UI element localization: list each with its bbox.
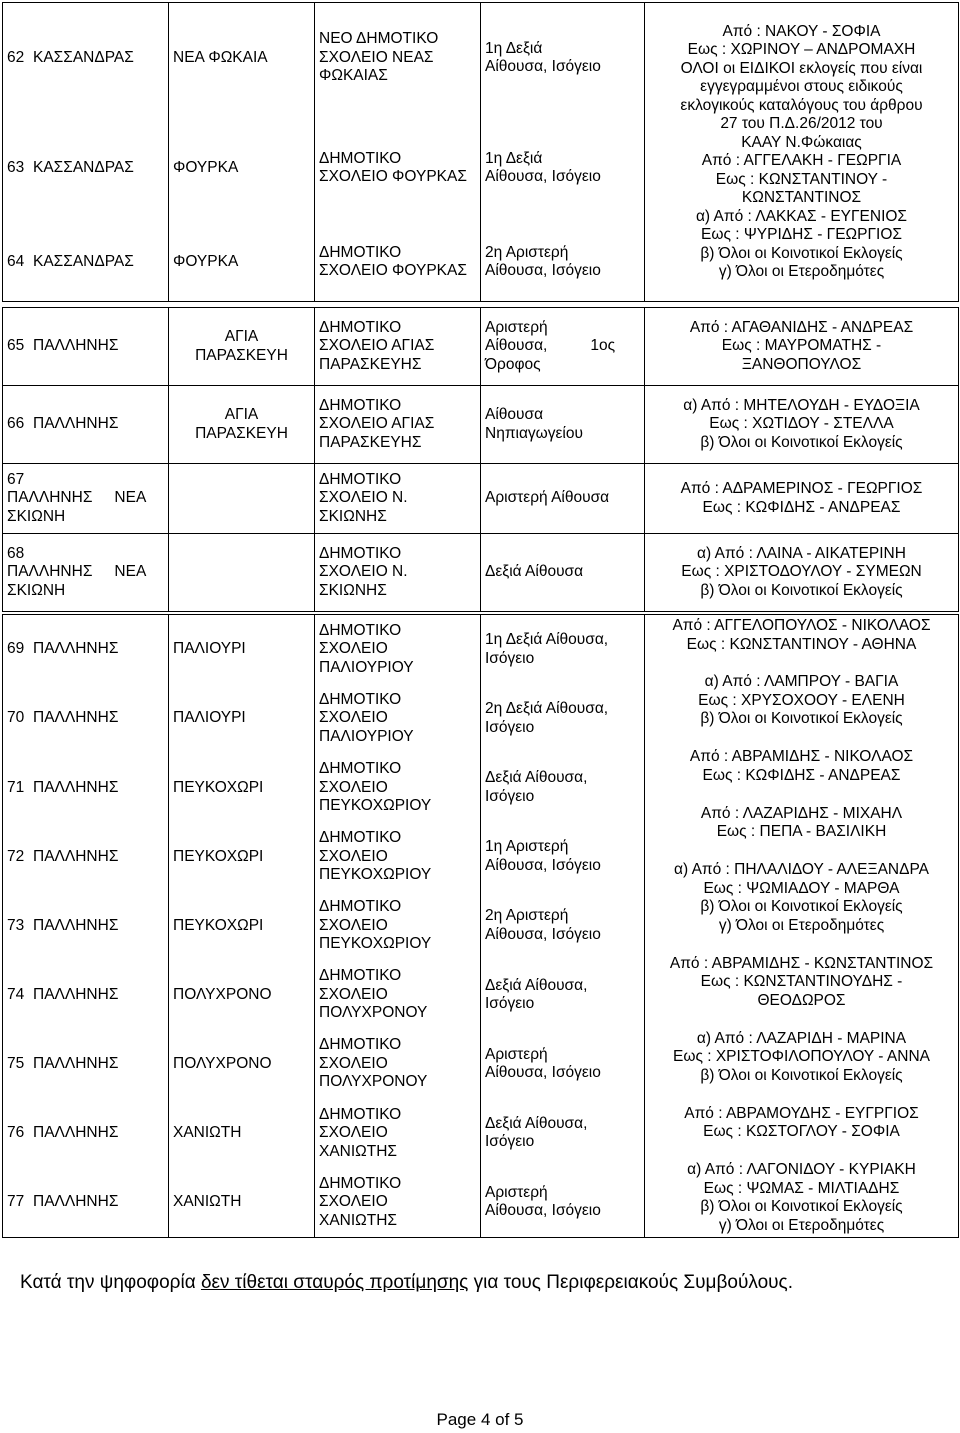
table-row	[3, 534, 959, 612]
table-row	[3, 386, 959, 464]
school-name: ΔΗΜΟΤΙΚΟ ΣΧΟΛΕΙΟ ΧΑΝΙΩΤΗΣ	[319, 1105, 402, 1160]
district-name: ΧΑΝΙΩΤΗ	[173, 1124, 242, 1142]
municipality-name: ΠΑΛΛΗΝΗΣ	[7, 489, 93, 507]
row-number: 67	[7, 470, 25, 488]
school-name: ΔΗΜΟΤΙΚΟ ΣΧΟΛΕΙΟ ΦΟΥΡΚΑΣ	[319, 243, 467, 279]
polling-table-block-3	[2, 614, 959, 1238]
voters-range: α) Από : ΛΑΙΝΑ - ΑΙΚΑΤΕΡΙΝΗ Εως : ΧΡΙΣΤΟΔΟΥΛΟΥ - ΣΥΜΕΩΝ β) Όλοι οι Κοινοτικοί Εκλογείς	[645, 534, 959, 612]
voters-range: Από : ΑΓΑΘΑΝΙΔΗΣ - ΑΝΔΡΕΑΣ Εως : ΜΑΥΡΟΜΑΤΗΣ - ΞΑΝΘΟΠΟΥΛΟΣ	[645, 308, 959, 386]
school-name: ΔΗΜΟΤΙΚΟ ΣΧΟΛΕΙΟ ΑΓΙΑΣ ΠΑΡΑΣΚΕΥΗΣ	[315, 386, 481, 464]
room-name: 1η Δεξιά Αίθουσα, Ισόγειο	[485, 149, 601, 185]
voters-range: α) Από : ΜΗΤΕΛΟΥΔΗ - ΕΥΔΟΞΙΑ Εως : ΧΩΤΙΔΟΥ - ΣΤΕΛΛΑ β) Όλοι οι Κοινοτικοί Εκλογείς	[645, 386, 959, 464]
district-name: ΦΟΥΡΚΑ	[173, 158, 239, 176]
row-number: 72	[7, 847, 25, 865]
school-cell	[315, 615, 481, 1238]
school-name: ΔΗΜΟΤΙΚΟ ΣΧΟΛΕΙΟ ΠΕΥΚΟΧΩΡΙΟΥ	[319, 829, 432, 884]
school-name: ΔΗΜΟΤΙΚΟ ΣΧΟΛΕΙΟ ΠΟΛΥΧΡΟΝΟΥ	[319, 1036, 428, 1091]
district-cell	[169, 615, 315, 1238]
row-number: 71	[7, 778, 25, 796]
municipality-cell	[3, 615, 169, 1238]
row-number: 70	[7, 709, 25, 727]
district-name: ΠΟΛΥΧΡΟΝΟ	[173, 985, 272, 1003]
municipality-name: ΠΑΛΛΗΝΗΣ	[33, 985, 119, 1003]
table-row	[3, 464, 959, 534]
room-name: 1η Αριστερή Αίθουσα, Ισόγειο	[485, 838, 601, 874]
row-number: 65	[7, 337, 25, 355]
footer-note-suffix: για τους Περιφερειακούς Συμβούλους.	[468, 1272, 793, 1293]
school-name: ΔΗΜΟΤΙΚΟ ΣΧΟΛΕΙΟ ΑΓΙΑΣ ΠΑΡΑΣΚΕΥΗΣ	[315, 308, 481, 386]
municipality-name: ΚΑΣΣΑΝΔΡΑΣ	[33, 48, 134, 66]
row-number: 75	[7, 1054, 25, 1072]
footer-note-emphasis: δεν τίθεται σταυρός προτίμησης	[200, 1272, 469, 1293]
municipality-name: ΠΑΛΛΗΝΗΣ	[7, 563, 93, 581]
school-name: ΔΗΜΟΤΙΚΟ ΣΧΟΛΕΙΟ ΠΕΥΚΟΧΩΡΙΟΥ	[319, 898, 432, 953]
municipality-name: ΠΑΛΛΗΝΗΣ	[33, 337, 119, 355]
school-name: ΔΗΜΟΤΙΚΟ ΣΧΟΛΕΙΟ ΧΑΝΙΩΤΗΣ	[319, 1174, 402, 1229]
room-name: Δεξιά Αίθουσα, Ισόγειο	[485, 769, 588, 805]
room-cell	[481, 615, 645, 1238]
district-name: ΠΕΥΚΟΧΩΡΙ	[173, 778, 264, 796]
room-name: Δεξιά Αίθουσα	[481, 534, 645, 612]
room-name: 1η Δεξιά Αίθουσα, Ισόγειο	[485, 631, 609, 667]
table-row	[3, 615, 959, 1238]
district-name: ΠΑΛΙΟΥΡΙ	[173, 709, 246, 727]
room-name: Αριστερή Αίθουσα, Ισόγειο	[485, 1183, 601, 1220]
school-name: ΝΕΟ ΔΗΜΟΤΙΚΟ ΣΧΟΛΕΙΟ ΝΕΑΣ ΦΩΚΑΙΑΣ	[319, 30, 439, 85]
row-number: 63	[7, 158, 25, 176]
municipality-cell	[3, 3, 169, 302]
room-name: Αριστερή Αίθουσα, Ισόγειο	[485, 1045, 601, 1082]
municipality-name: ΠΑΛΛΗΝΗΣ	[33, 1193, 119, 1211]
room-name: 2η Αριστερή Αίθουσα, Ισόγειο	[485, 907, 601, 943]
voters-range: Από : ΑΒΡΑΜΙΔΗΣ - ΝΙΚΟΛΑΟΣ Εως : ΚΩΦΙΔΗΣ - ΑΝΔΡΕΑΣ	[689, 748, 914, 784]
school-cell	[315, 3, 481, 302]
district-cell	[169, 3, 315, 302]
municipality-name: ΚΑΣΣΑΝΔΡΑΣ	[33, 158, 134, 176]
district-name: ΑΓΙΑ ΠΑΡΑΣΚΕΥΗ	[169, 308, 315, 386]
voters-range: α) Από : ΛΑΓΟΝΙΔΟΥ - ΚΥΡΙΑΚΗ Εως : ΨΩΜΑΣ - ΜΙΛΤΙΑΔΗΣ β) Όλοι οι Κοινοτικοί Εκλογείς γ) Όλοι οι Ετεροδημότες	[687, 1161, 916, 1234]
voters-cell	[645, 3, 959, 302]
row-number: 68	[7, 544, 25, 562]
school-name: ΔΗΜΟΤΙΚΟ ΣΧΟΛΕΙΟ ΠΑΛΙΟΥΡΙΟΥ	[319, 690, 414, 745]
district-name: ΧΑΝΙΩΤΗ	[173, 1193, 242, 1211]
municipality-name: ΠΑΛΛΗΝΗΣ	[33, 1124, 119, 1142]
district-cell-empty	[169, 464, 315, 534]
district-name: ΠΟΛΥΧΡΟΝΟ	[173, 1054, 272, 1072]
voters-range: Από : ΛΑΖΑΡΙΔΗΣ - ΜΙΧΑΗΛ Εως : ΠΕΠΑ - ΒΑΣΙΛΙΚΗ	[700, 804, 903, 841]
municipality-name: ΠΑΛΛΗΝΗΣ	[33, 847, 119, 865]
page-number: Page 4 of 5	[436, 1410, 524, 1429]
voters-range: Από : ΑΓΓΕΛΟΠΟΥΛΟΣ - ΝΙΚΟΛΑΟΣ Εως : ΚΩΝΣΤΑΝΤΙΝΟΥ - ΑΘΗΝΑ	[672, 617, 931, 653]
municipality-cell	[3, 308, 169, 386]
municipality-name: ΠΑΛΛΗΝΗΣ	[33, 916, 119, 934]
municipality-name: ΠΑΛΛΗΝΗΣ	[33, 778, 119, 796]
voters-range: α) Από : ΠΗΛΑΛΙΔΟΥ - ΑΛΕΞΑΝΔΡΑ Εως : ΨΩΜΙΑΔΟΥ - ΜΑΡΘΑ β) Όλοι οι Κοινοτικοί Εκλογείς γ) Όλοι οι Ετεροδημότες	[674, 861, 929, 934]
municipality-cell	[3, 534, 169, 612]
room-name: Αριστερή Αίθουσα	[481, 464, 645, 534]
room-name: Αίθουσα Νηπιαγωγείου	[481, 386, 645, 464]
district-name: ΠΕΥΚΟΧΩΡΙ	[173, 847, 264, 865]
table-row	[3, 3, 959, 302]
district-name: ΠΑΛΙΟΥΡΙ	[173, 640, 246, 658]
row-number: 66	[7, 415, 25, 433]
row-number: 74	[7, 985, 25, 1003]
room-name: Δεξιά Αίθουσα, Ισόγειο	[485, 1114, 588, 1151]
row-number: 69	[7, 640, 25, 658]
voters-range: Από : ΑΒΡΑΜΟΥΔΗΣ - ΕΥΓΡΓΙΟΣ Εως : ΚΩΣΤΟΓΛΟΥ - ΣΟΦΙΑ	[684, 1104, 919, 1141]
voters-range: α) Από : ΛΑΜΠΡΟΥ - ΒΑΓΙΑ Εως : ΧΡΥΣΟΧΟΟΥ - ΕΛΕΝΗ β) Όλοι οι Κοινοτικοί Εκλογείς	[698, 673, 905, 728]
voters-cell	[645, 615, 959, 1238]
district-name: ΠΕΥΚΟΧΩΡΙ	[173, 916, 264, 934]
school-name: ΔΗΜΟΤΙΚΟ ΣΧΟΛΕΙΟ Ν. ΣΚΙΩΝΗΣ	[315, 464, 481, 534]
municipality-name: ΠΑΛΛΗΝΗΣ	[33, 709, 119, 727]
room-name: Αριστερή Αίθουσα, 1ος Όροφος	[481, 308, 645, 386]
municipality-name: ΠΑΛΛΗΝΗΣ	[33, 640, 119, 658]
voters-range: Από : ΑΒΡΑΜΙΔΗΣ - ΚΩΝΣΤΑΝΤΙΝΟΣ Εως : ΚΩΝΣΤΑΝΤΙΝΟΥΔΗΣ - ΘΕΟΔΩΡΟΣ	[669, 954, 934, 1009]
school-name: ΔΗΜΟΤΙΚΟ ΣΧΟΛΕΙΟ ΠΑΛΙΟΥΡΙΟΥ	[319, 621, 414, 676]
voters-range: α) Από : ΛΑΚΚΑΣ - ΕΥΓΕΝΙΟΣ Εως : ΨΥΡΙΔΗΣ - ΓΕΩΡΓΙΟΣ β) Όλοι οι Κοινοτικοί Εκλογείς γ) Όλοι οι Ετεροδημότες	[695, 207, 908, 280]
polling-table-block-1	[2, 2, 959, 302]
school-name: ΔΗΜΟΤΙΚΟ ΣΧΟΛΕΙΟ Ν. ΣΚΙΩΝΗΣ	[315, 534, 481, 612]
room-name: 2η Αριστερή Αίθουσα, Ισόγειο	[485, 243, 601, 279]
footer-note-prefix: Κατά την ψηφοφορία	[20, 1272, 201, 1293]
table-row	[3, 308, 959, 386]
municipality-cell	[3, 386, 169, 464]
district-cell-empty	[169, 534, 315, 612]
voters-range: Από : ΑΓΓΕΛΑΚΗ - ΓΕΩΡΓΙΑ Εως : ΚΩΝΣΤΑΝΤΙΝΟΥ - ΚΩΝΣΤΑΝΤΙΝΟΣ	[701, 152, 902, 206]
municipality-name: ΚΑΣΣΑΝΔΡΑΣ	[33, 252, 134, 270]
room-name: Δεξιά Αίθουσα, Ισόγειο	[485, 976, 588, 1013]
municipality-cell	[3, 464, 169, 534]
district-name: ΑΓΙΑ ΠΑΡΑΣΚΕΥΗ	[169, 386, 315, 464]
polling-table-block-2	[2, 307, 959, 612]
row-number: 77	[7, 1193, 25, 1211]
district-name: ΝΕΑ ΣΚΙΩΝΗ	[7, 489, 146, 525]
room-name: 2η Δεξιά Αίθουσα, Ισόγειο	[485, 700, 609, 736]
room-cell	[481, 3, 645, 302]
district-name: ΝΕΑ ΣΚΙΩΝΗ	[7, 563, 146, 599]
voters-range: Από : ΑΔΡΑΜΕΡΙΝΟΣ - ΓΕΩΡΓΙΟΣ Εως : ΚΩΦΙΔΗΣ - ΑΝΔΡΕΑΣ	[645, 464, 959, 534]
voters-range: α) Από : ΛΑΖΑΡΙΔΗ - ΜΑΡΙΝΑ Εως : ΧΡΙΣΤΟΦΙΛΟΠΟΥΛΟΥ - ΑΝΝΑ β) Όλοι οι Κοινοτικοί Εκλογείς	[673, 1029, 930, 1084]
row-number: 62	[7, 48, 25, 66]
school-name: ΔΗΜΟΤΙΚΟ ΣΧΟΛΕΙΟ ΠΟΛΥΧΡΟΝΟΥ	[319, 967, 428, 1022]
school-name: ΔΗΜΟΤΙΚΟ ΣΧΟΛΕΙΟ ΦΟΥΡΚΑΣ	[319, 149, 467, 185]
school-name: ΔΗΜΟΤΙΚΟ ΣΧΟΛΕΙΟ ΠΕΥΚΟΧΩΡΙΟΥ	[319, 760, 432, 815]
municipality-name: ΠΑΛΛΗΝΗΣ	[33, 1054, 119, 1072]
district-name: ΝΕΑ ΦΩΚΑΙΑ	[173, 48, 268, 66]
footer-note	[20, 1272, 793, 1294]
row-number: 64	[7, 252, 25, 270]
room-name: 1η Δεξιά Αίθουσα, Ισόγειο	[485, 39, 601, 75]
voters-range: Από : ΝΑΚΟΥ - ΣΟΦΙΑ Εως : ΧΩΡΙΝΟΥ – ΑΝΔΡΟΜΑΧΗ ΟΛΟΙ οι ΕΙΔΙΚΟΙ εκλογείς που είναι εγγεγραμμένοι στους ειδικούς εκλογικούς καταλόγους του άρθρου 27 του Π.Δ.26/2012 του ΚΑΑΥ Ν.Φώκαιας	[680, 22, 923, 151]
municipality-name: ΠΑΛΛΗΝΗΣ	[33, 415, 119, 433]
row-number: 73	[7, 916, 25, 934]
district-name: ΦΟΥΡΚΑ	[173, 252, 239, 270]
row-number: 76	[7, 1124, 25, 1142]
